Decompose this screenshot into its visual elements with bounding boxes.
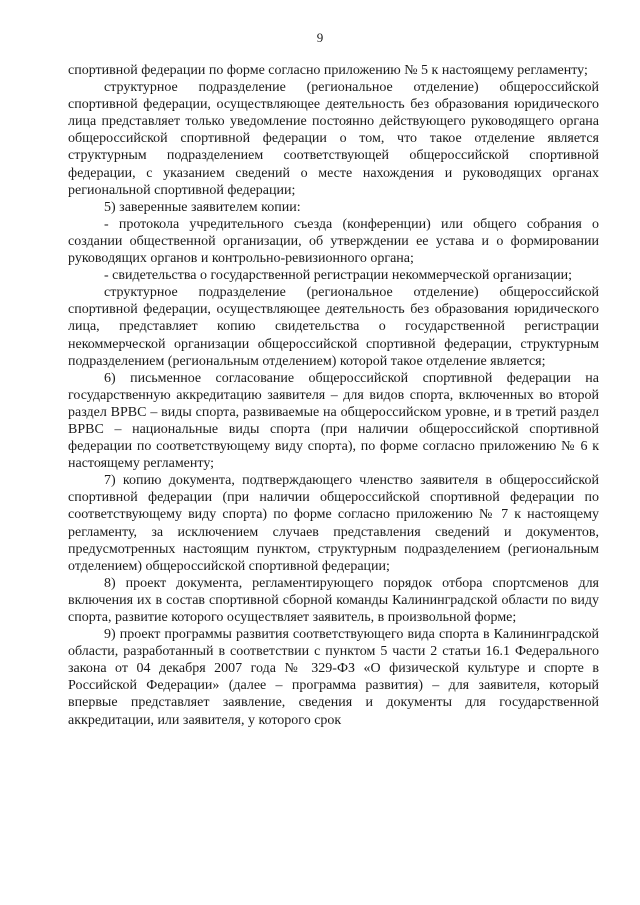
paragraph: 8) проект документа, регламентирующего порядок отбора спортсменов для включения их в состав спортивной сборной команды Калининградской области по виду спорта, развитие которого осуществляет заявитель, в произвольной форме;	[68, 575, 599, 625]
paragraph: 5) заверенные заявителем копии:	[104, 199, 301, 215]
paragraph: 7) копию документа, подтверждающего членство заявителя в общероссийской спортивной федерации (при наличии общероссийской спортивной федерации по соответствующему виду спорта) по форме согласно приложению № 7 к настоящему регламенту, за исключением случаев представления сведений и документов, предусмотренных настоящим пунктом, структурным подразделением (региональным отделением) общероссийской спортивной федерации;	[68, 473, 599, 574]
paragraph: структурное подразделение (региональное отделение) общероссийской спортивной федерации, осуществляющее деятельность без образования юридического лица, представляет копию свидетельства о государственной регистрации некоммерческой организации общероссийской спортивной федерации, структурным подразделением (региональным отделением) которой такое отделение является;	[68, 285, 599, 369]
document-body	[68, 62, 599, 729]
page-number: 9	[316, 30, 324, 45]
paragraph: спортивной федерации по форме согласно приложению № 5 к настоящему регламенту;	[68, 63, 588, 78]
paragraph: - протокола учредительного съезда (конференции) или общего собрания о создании общественной организации, об утверждении ее устава и о формировании руководящих органов и контрольно-ревизионного органа;	[68, 216, 599, 267]
paragraph: - свидетельства о государственной регистрации некоммерческой организации;	[104, 268, 572, 284]
paragraph: 9) проект программы развития соответствующего вида спорта в Калининградской области, разработанный в соответствии с пунктом 5 части 2 статьи 16.1 Федерального закона от 04 декабря 2007 года № 329-ФЗ «О физической культуре и спорте в Российской Федерации» (далее – программа развития) – для заявителя, который впервые представляет заявление, сведения и документы для государственной аккредитации, или заявителя, у которого срок	[68, 627, 599, 728]
paragraph: структурное подразделение (региональное отделение) общероссийской спортивной федерации, осуществляющее деятельность без образования юридического лица представляет только уведомление постоянно действующего руководящего органа общероссийской спортивной федерации о том, что такое отделение является структурным подразделением соответствующей общероссийской спортивной федерации, с указанием сведений о месте нахождения и руководящих органах региональной спортивной федерации;	[68, 80, 599, 198]
paragraph: 6) письменное согласование общероссийской спортивной федерации на государственную аккредитацию заявителя – для видов спорта, включенных во второй раздел ВРВС – виды спорта, развиваемые на общероссийском уровне, и в третий раздел ВРВС – национальные виды спорта (при наличии общероссийской спортивной федерации по соответствующему виду спорта), по форме согласно приложению № 6 к настоящему регламенту;	[68, 370, 599, 472]
